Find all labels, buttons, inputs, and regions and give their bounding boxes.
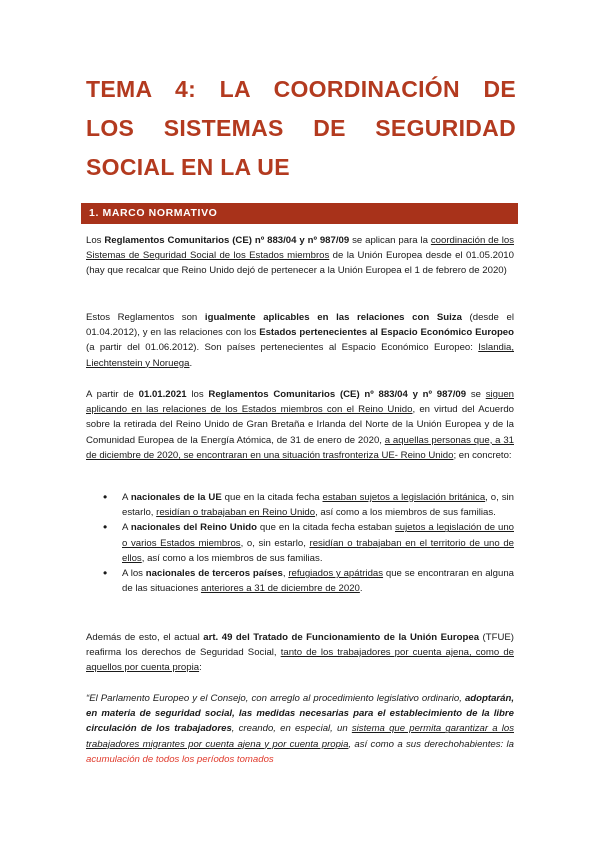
text-span: que en la citada fecha estaban [256,522,395,534]
bold-text: nacionales de terceros países [145,568,283,580]
text-span: , así como a sus derechohabientes: la [348,738,515,750]
text-span: , o, sin estarlo, [122,492,514,519]
paragraph-reglamentos [86,233,514,279]
title-line: LOS SISTEMAS DE SEGURIDAD [86,115,516,141]
underlined-text: a aquellas personas que, a 31 de diciembre de 2020, se encontraran en una situación trasfronteriza UE- Reino Unido [86,434,514,461]
bold-text: Reglamentos Comunitarios (CE) nº 883/04 y nº 987/09 [104,235,350,246]
text-span: que en la citada fecha [221,492,323,503]
section-heading: 1. MARCO NORMATIVO [81,203,518,224]
text-span: , creando, en especial, un [231,723,352,735]
text-span: (TFUE) reafirma los derechos de Seguridad Social, [86,632,514,659]
underlined-text: residían o trabajaban en Reino Unido [156,507,316,519]
underlined-text: refugiados y apátridas [288,568,384,580]
underlined-text: sujetos a legislación de uno o varios Estados miembros [122,522,514,549]
bold-text: nacionales del Reino Unido [130,522,257,534]
underlined-text: residían o trabajaban en el territorio de uno de ellos [122,537,514,564]
text-span: A partir de [86,389,139,400]
paragraph-reino-unido [86,387,514,463]
list-item [86,566,514,596]
text-span: ; en concreto: [453,449,512,461]
text-span: se [466,389,486,400]
text-span: , o, sin estarlo, [240,537,310,549]
text-span: A [122,522,131,534]
bold-text: art. 49 del Tratado de Funcionamiento de la Unión Europea [203,632,480,643]
text-span: : [199,662,202,674]
paragraph-suiza-eee [86,310,514,371]
text-span: “El Parlamento Europeo y el Consejo, con arreglo al procedimiento legislativo ordinario, [86,693,465,704]
document-title [86,70,516,187]
bold-text: Estados pertenecientes al Espacio Económico Europeo [259,327,514,339]
text-span: Estos Reglamentos son [86,312,205,323]
underlined-text: sistema que permita garantizar a los trabajadores migrantes por cuenta ajena y por cuenta propia [86,723,514,750]
underlined-text: anteriores a 31 de diciembre de 2020 [200,583,360,595]
text-span: , así como a los miembros de sus familias. [315,507,496,519]
underlined-text: coordinación de los Sistemas de Seguridad Social de los Estados miembros [86,235,515,262]
text-span: A [122,492,131,503]
bold-text: nacionales de la UE [130,492,222,503]
title-line: SOCIAL EN LA UE [86,154,290,180]
underlined-text: estaban sujetos a legislación británica [322,492,486,503]
list-item [86,490,514,520]
text-span: Los [86,235,105,246]
text-span: que se encontraran en alguna de las situaciones [122,568,515,595]
underlined-text: siguen aplicando en las relaciones de los Estados miembros con el Reino Unido [86,389,514,416]
text-span: se aplican para la [349,235,431,246]
text-span: (a partir del 01.06.2012). Son países pertenecientes al Espacio Económico Europeo: [86,342,479,354]
bold-text: Reglamentos Comunitarios (CE) nº 883/04 y nº 987/09 [208,389,467,400]
text-span: . [189,357,193,369]
highlighted-text: acumulación de todos los períodos tomados [86,753,274,765]
text-span: , así como a los miembros de sus familias. [141,552,323,564]
text-span: Además de esto, el actual [86,632,204,643]
bold-text: adoptarán, en materia de seguridad social, las medidas necesarias para el establecimiento de la libre circulación de los trabajadores [86,693,514,735]
list-item [86,520,514,566]
text-span: (desde el 01.04.2012), y en las relaciones con los [86,312,515,339]
underlined-text: Islandia, Liechtenstein y Noruega [86,342,514,369]
bold-text: igualmente aplicables en las relaciones con Suiza [204,312,462,323]
text-span: de la Unión Europea desde el 01.05.2010 (hay que recalcar que Reino Unido dejó de pertenecer a la Unión Europea el 1 de febrero de 2020) [86,250,514,277]
bold-text: 01.01.2021 [138,389,187,400]
bullet-list [86,490,514,596]
text-span: . [359,583,363,595]
text-span: , en virtud del Acuerdo sobre la retirada del Reino Unido de Gran Bretaña e Irlanda del Norte de la Unión Europea y de la Comunidad Europea de la Energía Atómica, de 31 de enero de 2020, [86,404,514,446]
text-span: A los [122,568,146,580]
underlined-text: tanto de los trabajadores por cuenta ajena, como de aquellos por cuenta propia [86,647,514,674]
text-span: los [186,389,209,400]
paragraph-quote [86,691,514,767]
text-span: , [282,568,289,580]
title-line: TEMA 4: LA COORDINACIÓN DE [86,76,516,102]
paragraph-tfue [86,630,514,676]
